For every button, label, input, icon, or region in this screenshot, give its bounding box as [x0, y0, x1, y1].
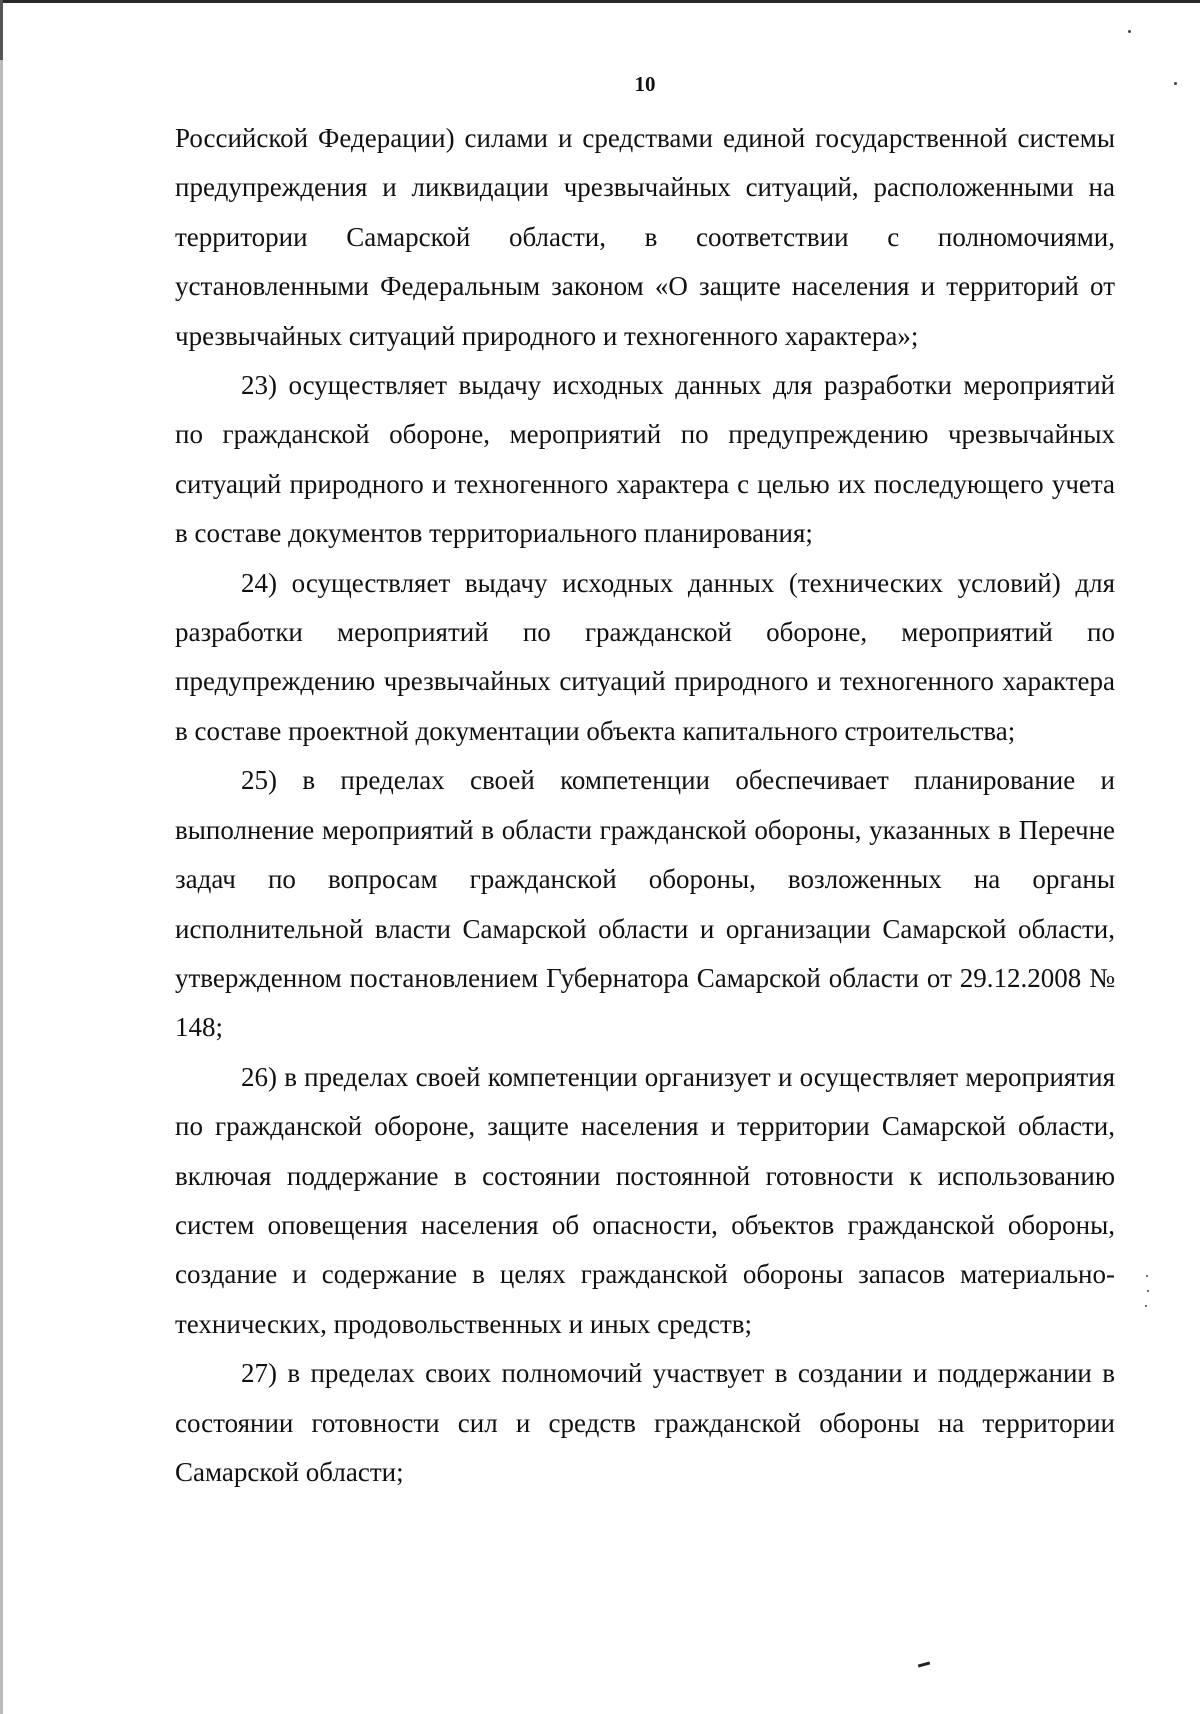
paragraph-item-24: 24) осуществляет выдачу исходных данных (технических условий) для разработки мероприятий по гражданской обороне, мероприятий по предупреждению чрезвычайных ситуаций природного и техногенного характера в составе проектной документации объекта капитального строительства; — [175, 567, 1115, 746]
paragraph-continuation: Российской Федерации) силами и средствами единой государственной системы предупреждения и ликвидации чрезвычайных ситуаций, расположенными на территории Самарской области, в соответствии с полномочиями, установленными Федеральным законом «О защите населения и территорий от чрезвычайных ситуаций природного и техногенного характера»; — [175, 123, 1115, 351]
scan-speck — [1146, 1275, 1148, 1277]
scan-edge-top — [0, 0, 1200, 3]
scan-speck — [1147, 1290, 1149, 1292]
scan-speck — [1145, 1305, 1147, 1307]
scan-speck — [1128, 30, 1131, 33]
document-body — [175, 114, 1115, 1497]
paragraph-item-23: 23) осуществляет выдачу исходных данных для разработки мероприятий по гражданской обороне, мероприятий по предупреждению чрезвычайных ситуаций природного и техногенного характера с целью их последующего учета в составе документов территориального планирования; — [175, 370, 1115, 549]
pen-mark — [918, 1661, 930, 1667]
paragraph-item-27: 27) в пределах своих полномочий участвует в создании и поддержании в состоянии готовности сил и средств гражданской обороны на территории Самарской области; — [175, 1358, 1115, 1487]
scan-edge-left — [0, 0, 3, 1714]
paragraph-item-25: 25) в пределах своей компетенции обеспечивает планирование и выполнение мероприятий в области гражданской обороны, указанных в Перечне задач по вопросам гражданской обороны, возложенных на органы исполнительной власти Самарской области и организации Самарской области, утвержденном постановлением Губернатора Самарской области от 29.12.2008 № 148; — [175, 765, 1115, 1043]
page-number: 10 — [634, 72, 656, 96]
paragraph-item-26: 26) в пределах своей компетенции организует и осуществляет мероприятия по гражданской обороне, защите населения и территории Самарской области, включая поддержание в состоянии постоянной готовности к использованию систем оповещения населения об опасности, объектов гражданской обороны, создание и содержание в целях гражданской обороны запасов материально-технических, продовольственных и иных средств; — [175, 1061, 1115, 1339]
